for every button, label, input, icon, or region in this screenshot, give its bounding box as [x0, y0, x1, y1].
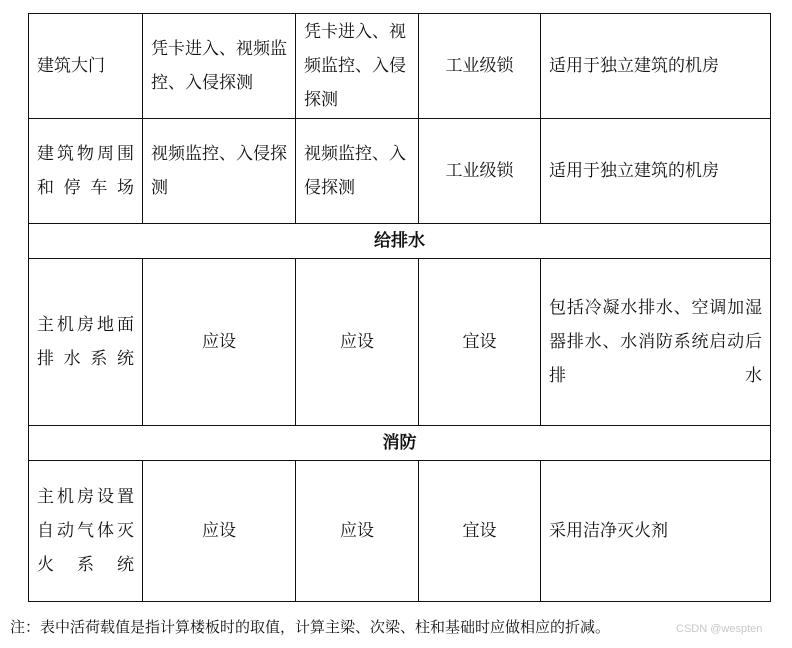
table-cell: 凭卡进入、视频监控、入侵探测 — [143, 14, 296, 119]
section-row — [29, 426, 771, 461]
table-cell: 建筑大门 — [29, 14, 143, 119]
table-cell: 应设 — [143, 259, 296, 426]
table-row — [29, 119, 771, 224]
section-title: 消防 — [29, 426, 771, 461]
table-cell: 工业级锁 — [419, 119, 541, 224]
table-cell: 应设 — [296, 461, 419, 602]
table-cell: 适用于独立建筑的机房 — [541, 119, 771, 224]
requirements-table — [28, 13, 771, 602]
table-cell: 包括冷凝水排水、空调加湿器排水、水消防系统启动后排水 — [541, 259, 771, 426]
table-row — [29, 259, 771, 426]
table-cell: 工业级锁 — [419, 14, 541, 119]
table-cell: 视频监控、入侵探测 — [143, 119, 296, 224]
table-footnote: 注：表中活荷载值是指计算楼板时的取值，计算主梁、次梁、柱和基础时应做相应的折减。 — [10, 618, 611, 636]
table-cell: 应设 — [296, 259, 419, 426]
table-cell: 视频监控、入侵探测 — [296, 119, 419, 224]
table-cell: 主机房设置自动气体灭火系统 — [29, 461, 143, 602]
table-cell: 宜设 — [419, 461, 541, 602]
table-cell: 适用于独立建筑的机房 — [541, 14, 771, 119]
section-row — [29, 224, 771, 259]
table-row — [29, 461, 771, 602]
table-cell: 宜设 — [419, 259, 541, 426]
table-cell: 建筑物周围和停车场 — [29, 119, 143, 224]
table-cell: 应设 — [143, 461, 296, 602]
watermark: CSDN @wespten — [676, 623, 763, 635]
table-row — [29, 14, 771, 119]
section-title: 给排水 — [29, 224, 771, 259]
table-cell: 主机房地面排水系统 — [29, 259, 143, 426]
table-cell: 凭卡进入、视频监控、入侵探测 — [296, 14, 419, 119]
table-cell: 采用洁净灭火剂 — [541, 461, 771, 602]
